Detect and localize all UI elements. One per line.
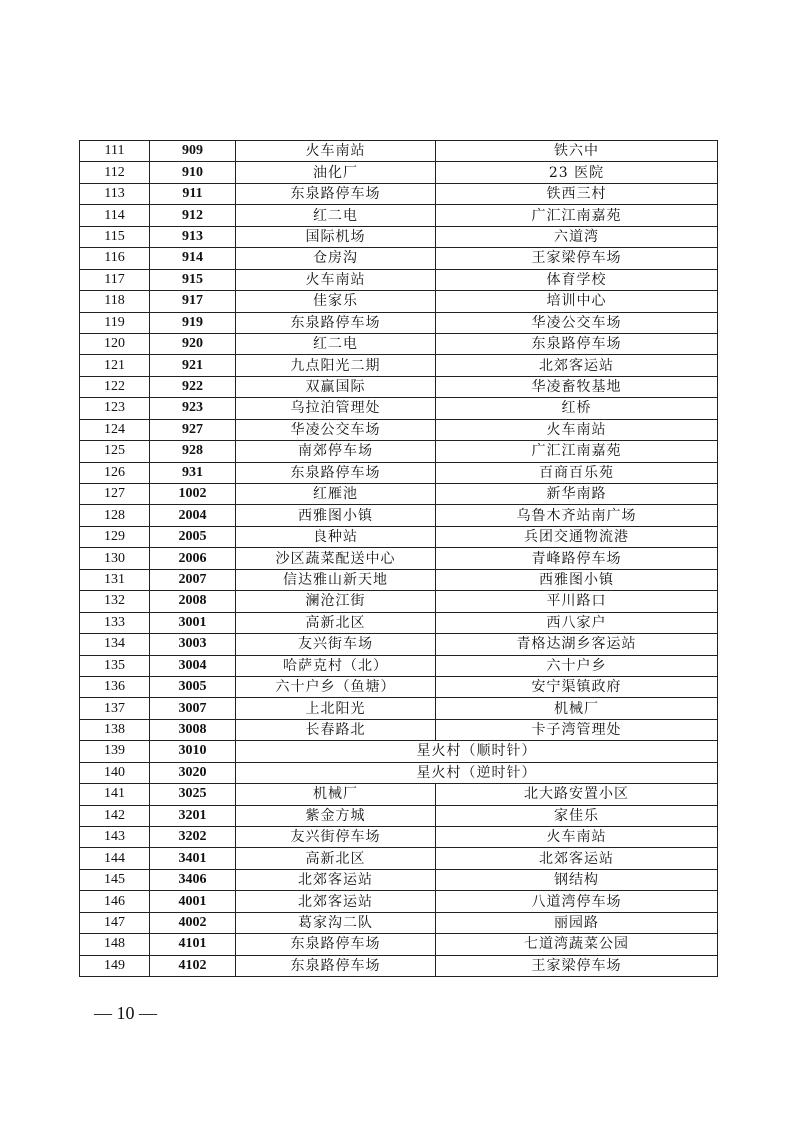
end-stop-cell: 红桥: [436, 398, 718, 419]
route-number-cell: 2007: [150, 569, 236, 590]
start-stop-cell: 油化厂: [236, 162, 436, 183]
row-number-cell: 147: [80, 912, 150, 933]
end-stop-cell: 王家梁停车场: [436, 955, 718, 976]
table-row: [80, 505, 718, 526]
start-stop-cell: 上北阳光: [236, 698, 436, 719]
start-stop-cell: 火车南站: [236, 269, 436, 290]
route-number-cell: 3007: [150, 698, 236, 719]
loop-route-cell: 星火村（顺时针）: [236, 741, 718, 762]
start-stop-cell: 北郊客运站: [236, 891, 436, 912]
row-number-cell: 140: [80, 762, 150, 783]
table-row: [80, 612, 718, 633]
table-row: [80, 462, 718, 483]
table-row: [80, 248, 718, 269]
table-row: [80, 955, 718, 976]
route-number-cell: 2004: [150, 505, 236, 526]
start-stop-cell: 机械厂: [236, 784, 436, 805]
row-number-cell: 123: [80, 398, 150, 419]
start-stop-cell: 六十户乡（鱼塘）: [236, 676, 436, 697]
start-stop-cell: 高新北区: [236, 848, 436, 869]
end-stop-cell: 北郊客运站: [436, 848, 718, 869]
end-stop-cell: 丽园路: [436, 912, 718, 933]
table-row: [80, 676, 718, 697]
end-stop-cell: 家佳乐: [436, 805, 718, 826]
end-stop-cell: 东泉路停车场: [436, 333, 718, 354]
route-number-cell: 3004: [150, 655, 236, 676]
start-stop-cell: 澜沧江街: [236, 591, 436, 612]
row-number-cell: 130: [80, 548, 150, 569]
row-number-cell: 111: [80, 141, 150, 162]
end-stop-cell: 七道湾蔬菜公园: [436, 934, 718, 955]
end-stop-cell: 火车南站: [436, 419, 718, 440]
start-stop-cell: 双赢国际: [236, 376, 436, 397]
route-number-cell: 912: [150, 205, 236, 226]
start-stop-cell: 南郊停车场: [236, 441, 436, 462]
row-number-cell: 129: [80, 526, 150, 547]
route-number-cell: 3025: [150, 784, 236, 805]
route-number-cell: 923: [150, 398, 236, 419]
row-number-cell: 149: [80, 955, 150, 976]
end-stop-cell: 北郊客运站: [436, 355, 718, 376]
table-row: [80, 226, 718, 247]
row-number-cell: 116: [80, 248, 150, 269]
start-stop-cell: 良种站: [236, 526, 436, 547]
table-row: [80, 784, 718, 805]
end-stop-cell: 卡子湾管理处: [436, 719, 718, 740]
table-row: [80, 162, 718, 183]
end-stop-cell: 六道湾: [436, 226, 718, 247]
row-number-cell: 148: [80, 934, 150, 955]
route-number-cell: 3201: [150, 805, 236, 826]
table-row: [80, 291, 718, 312]
end-stop-cell: 青格达湖乡客运站: [436, 634, 718, 655]
start-stop-cell: 东泉路停车场: [236, 934, 436, 955]
end-stop-cell: 百商百乐苑: [436, 462, 718, 483]
route-number-cell: 3001: [150, 612, 236, 633]
row-number-cell: 113: [80, 183, 150, 204]
route-number-cell: 2008: [150, 591, 236, 612]
route-number-cell: 915: [150, 269, 236, 290]
end-stop-cell: 八道湾停车场: [436, 891, 718, 912]
row-number-cell: 142: [80, 805, 150, 826]
row-number-cell: 121: [80, 355, 150, 376]
row-number-cell: 139: [80, 741, 150, 762]
route-number-cell: 3406: [150, 869, 236, 890]
end-stop-cell: 广汇江南嘉苑: [436, 441, 718, 462]
start-stop-cell: 沙区蔬菜配送中心: [236, 548, 436, 569]
table-row: [80, 591, 718, 612]
table-row: [80, 419, 718, 440]
table-row: [80, 719, 718, 740]
start-stop-cell: 东泉路停车场: [236, 183, 436, 204]
table-row: [80, 762, 718, 783]
row-number-cell: 128: [80, 505, 150, 526]
start-stop-cell: 国际机场: [236, 226, 436, 247]
table-row: [80, 484, 718, 505]
start-stop-cell: 长春路北: [236, 719, 436, 740]
route-number-cell: 919: [150, 312, 236, 333]
route-number-cell: 2006: [150, 548, 236, 569]
row-number-cell: 135: [80, 655, 150, 676]
table-row: [80, 848, 718, 869]
row-number-cell: 124: [80, 419, 150, 440]
table-row: [80, 183, 718, 204]
start-stop-cell: 华凌公交车场: [236, 419, 436, 440]
end-stop-cell: 23 医院: [436, 162, 718, 183]
end-stop-cell: 王家梁停车场: [436, 248, 718, 269]
table-row: [80, 891, 718, 912]
route-number-cell: 3010: [150, 741, 236, 762]
start-stop-cell: 葛家沟二队: [236, 912, 436, 933]
loop-route-cell: 星火村（逆时针）: [236, 762, 718, 783]
start-stop-cell: 佳家乐: [236, 291, 436, 312]
end-stop-cell: 西雅图小镇: [436, 569, 718, 590]
start-stop-cell: 友兴街停车场: [236, 827, 436, 848]
start-stop-cell: 火车南站: [236, 141, 436, 162]
start-stop-cell: 乌拉泊管理处: [236, 398, 436, 419]
table-row: [80, 205, 718, 226]
end-stop-cell: 华凌公交车场: [436, 312, 718, 333]
end-stop-cell: 北大路安置小区: [436, 784, 718, 805]
end-stop-cell: 六十户乡: [436, 655, 718, 676]
page-number: — 10 —: [94, 1003, 157, 1023]
table-row: [80, 526, 718, 547]
table-row: [80, 634, 718, 655]
route-number-cell: 4001: [150, 891, 236, 912]
row-number-cell: 137: [80, 698, 150, 719]
row-number-cell: 126: [80, 462, 150, 483]
end-stop-cell: 钢结构: [436, 869, 718, 890]
table-row: [80, 333, 718, 354]
table-row: [80, 655, 718, 676]
end-stop-cell: 铁六中: [436, 141, 718, 162]
start-stop-cell: 友兴街车场: [236, 634, 436, 655]
end-stop-cell: 华凌畜牧基地: [436, 376, 718, 397]
start-stop-cell: 红雁池: [236, 484, 436, 505]
end-stop-cell: 培训中心: [436, 291, 718, 312]
table-row: [80, 569, 718, 590]
row-number-cell: 146: [80, 891, 150, 912]
end-stop-cell: 青峰路停车场: [436, 548, 718, 569]
row-number-cell: 143: [80, 827, 150, 848]
row-number-cell: 131: [80, 569, 150, 590]
row-number-cell: 114: [80, 205, 150, 226]
row-number-cell: 133: [80, 612, 150, 633]
table-row: [80, 912, 718, 933]
table-row: [80, 805, 718, 826]
row-number-cell: 112: [80, 162, 150, 183]
row-number-cell: 132: [80, 591, 150, 612]
start-stop-cell: 红二电: [236, 333, 436, 354]
row-number-cell: 122: [80, 376, 150, 397]
route-table-body: [80, 141, 718, 977]
end-stop-cell: 铁西三村: [436, 183, 718, 204]
row-number-cell: 117: [80, 269, 150, 290]
route-number-cell: 931: [150, 462, 236, 483]
row-number-cell: 127: [80, 484, 150, 505]
route-number-cell: 922: [150, 376, 236, 397]
end-stop-cell: 广汇江南嘉苑: [436, 205, 718, 226]
route-number-cell: 3008: [150, 719, 236, 740]
table-row: [80, 869, 718, 890]
row-number-cell: 136: [80, 676, 150, 697]
table-row: [80, 398, 718, 419]
table-row: [80, 741, 718, 762]
row-number-cell: 138: [80, 719, 150, 740]
route-table: [79, 140, 718, 977]
end-stop-cell: 火车南站: [436, 827, 718, 848]
end-stop-cell: 平川路口: [436, 591, 718, 612]
row-number-cell: 141: [80, 784, 150, 805]
start-stop-cell: 北郊客运站: [236, 869, 436, 890]
row-number-cell: 115: [80, 226, 150, 247]
route-number-cell: 3003: [150, 634, 236, 655]
start-stop-cell: 信达雅山新天地: [236, 569, 436, 590]
route-number-cell: 911: [150, 183, 236, 204]
table-row: [80, 827, 718, 848]
row-number-cell: 119: [80, 312, 150, 333]
route-number-cell: 928: [150, 441, 236, 462]
table-row: [80, 698, 718, 719]
route-number-cell: 2005: [150, 526, 236, 547]
end-stop-cell: 机械厂: [436, 698, 718, 719]
start-stop-cell: 高新北区: [236, 612, 436, 633]
table-row: [80, 548, 718, 569]
route-number-cell: 920: [150, 333, 236, 354]
table-row: [80, 441, 718, 462]
table-row: [80, 312, 718, 333]
route-number-cell: 4002: [150, 912, 236, 933]
route-number-cell: 4101: [150, 934, 236, 955]
route-number-cell: 910: [150, 162, 236, 183]
row-number-cell: 144: [80, 848, 150, 869]
start-stop-cell: 仓房沟: [236, 248, 436, 269]
start-stop-cell: 东泉路停车场: [236, 462, 436, 483]
end-stop-cell: 新华南路: [436, 484, 718, 505]
end-stop-cell: 体育学校: [436, 269, 718, 290]
end-stop-cell: 西八家户: [436, 612, 718, 633]
start-stop-cell: 紫金方城: [236, 805, 436, 826]
table-row: [80, 141, 718, 162]
table-row: [80, 269, 718, 290]
start-stop-cell: 哈萨克村（北）: [236, 655, 436, 676]
start-stop-cell: 东泉路停车场: [236, 955, 436, 976]
route-number-cell: 914: [150, 248, 236, 269]
row-number-cell: 134: [80, 634, 150, 655]
start-stop-cell: 红二电: [236, 205, 436, 226]
end-stop-cell: 乌鲁木齐站南广场: [436, 505, 718, 526]
table-row: [80, 376, 718, 397]
start-stop-cell: 九点阳光二期: [236, 355, 436, 376]
route-number-cell: 921: [150, 355, 236, 376]
table-row: [80, 934, 718, 955]
row-number-cell: 145: [80, 869, 150, 890]
route-number-cell: 3401: [150, 848, 236, 869]
route-number-cell: 927: [150, 419, 236, 440]
route-number-cell: 3005: [150, 676, 236, 697]
end-stop-cell: 兵团交通物流港: [436, 526, 718, 547]
route-number-cell: 4102: [150, 955, 236, 976]
route-number-cell: 909: [150, 141, 236, 162]
route-number-cell: 917: [150, 291, 236, 312]
row-number-cell: 118: [80, 291, 150, 312]
start-stop-cell: 东泉路停车场: [236, 312, 436, 333]
row-number-cell: 120: [80, 333, 150, 354]
route-number-cell: 3020: [150, 762, 236, 783]
route-number-cell: 1002: [150, 484, 236, 505]
table-row: [80, 355, 718, 376]
row-number-cell: 125: [80, 441, 150, 462]
route-number-cell: 913: [150, 226, 236, 247]
route-number-cell: 3202: [150, 827, 236, 848]
start-stop-cell: 西雅图小镇: [236, 505, 436, 526]
end-stop-cell: 安宁渠镇政府: [436, 676, 718, 697]
